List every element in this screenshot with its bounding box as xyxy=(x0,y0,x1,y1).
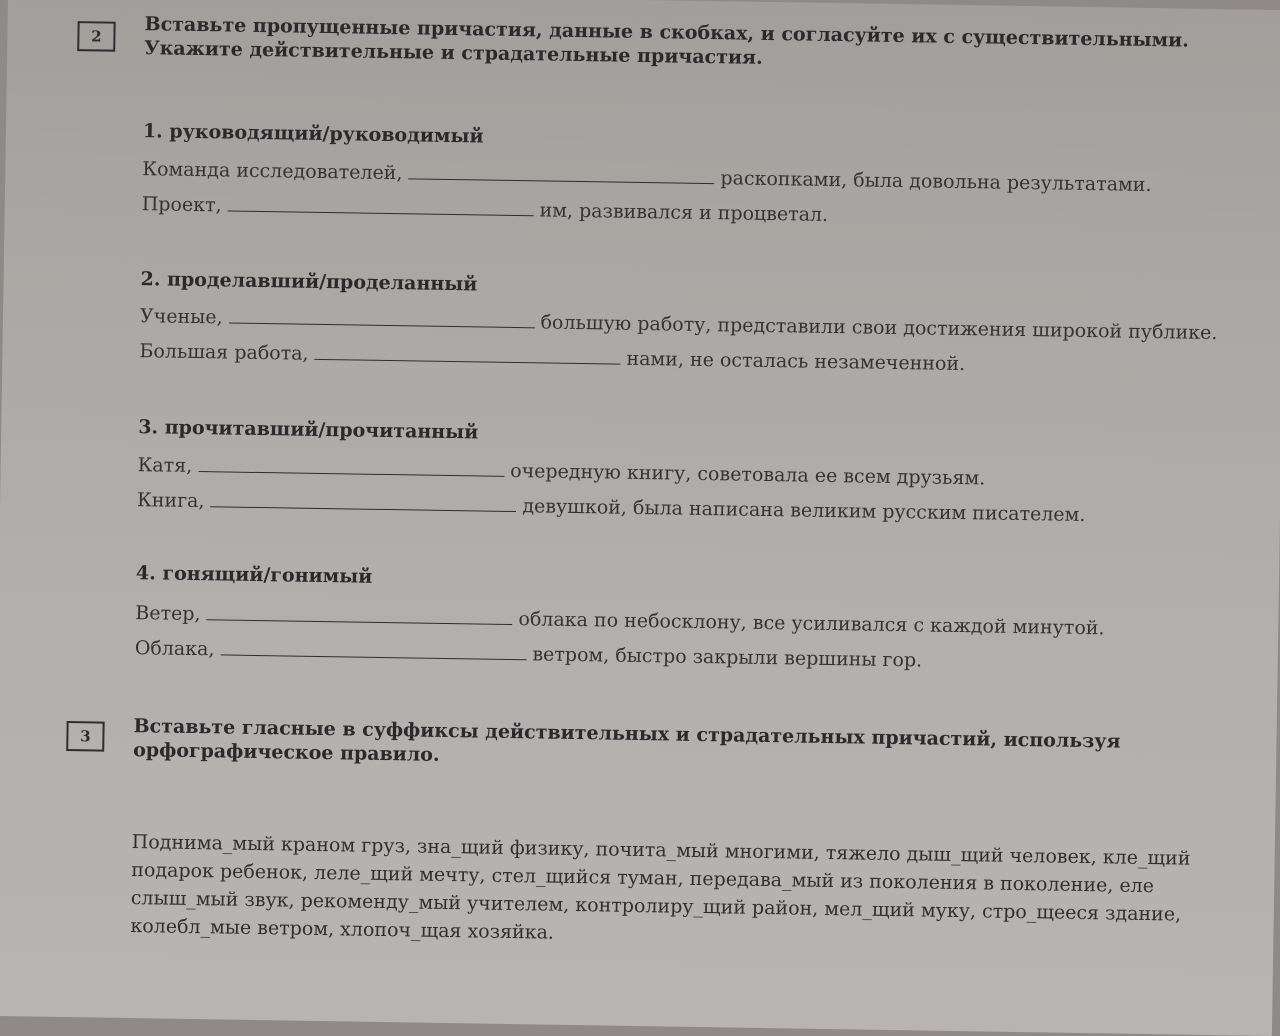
sentence-end: девушкой, была написана великим русским писателем. xyxy=(522,495,1086,526)
task-number-box xyxy=(77,21,115,52)
answer-blank[interactable] xyxy=(220,638,526,660)
sentence-line xyxy=(135,637,923,671)
sentence-line xyxy=(140,305,1218,344)
answer-blank[interactable] xyxy=(228,194,534,216)
sentence-end: им, развивался и процветал. xyxy=(539,199,829,226)
sentence-start: Облака, xyxy=(134,637,215,661)
task-number: 3 xyxy=(80,727,91,746)
sentence-end: раскопками, была довольна результатами. xyxy=(720,167,1152,196)
sentence-line xyxy=(139,340,965,375)
sentence-end: облака по небосклону, все усиливался с каждой минутой. xyxy=(518,608,1105,640)
task-number-box xyxy=(66,721,104,752)
sentence-line xyxy=(135,602,1105,639)
answer-blank[interactable] xyxy=(314,343,620,365)
sentence-start: Катя, xyxy=(137,454,193,477)
sentence-end: нами, не осталась незамеченной. xyxy=(626,347,966,376)
item-title: 4. гонящий/гонимый xyxy=(135,562,373,588)
sentence-start: Книга, xyxy=(136,489,205,513)
sentence-end: большую работу, представили свои достижения широкой публике. xyxy=(540,311,1218,345)
item-title: 1. руководящий/руководимый xyxy=(142,120,484,148)
sentence-line xyxy=(142,193,829,226)
sentence-line xyxy=(138,454,986,489)
sentence-start: Ветер, xyxy=(135,602,201,626)
task-heading: Вставьте пропущенные причастия, данные в скобках, и согласуйте их с существительными. Укажите действительные и страдательные причастия. xyxy=(144,13,1190,69)
answer-blank[interactable] xyxy=(229,307,535,329)
sentence-end: ветром, быстро закрыли вершины гор. xyxy=(532,643,923,672)
item-title: 3. прочитавший/прочитанный xyxy=(138,416,479,444)
exercise-text: Поднима_мый краном груз, зна_щий физику, почита_мый многими, тяжело дыш_щий человек, кле_щий подарок ребенок, леле_щий мечту, стел_щийся туман, передава_мый из поколения в поколение, еле слыш_мый звук, рекоменду_мый учителем, контролиру_щий район, мел_щий муку, стро_щееся здание, колебл_мые ветром, хлопоч_щая хозяйка. xyxy=(130,831,1191,944)
sentence-start: Проект, xyxy=(141,193,222,217)
answer-blank[interactable] xyxy=(198,455,504,477)
answer-blank[interactable] xyxy=(210,490,516,512)
task-heading: Вставьте гласные в суффиксы действительных и страдательных причастий, используя орфографическое правило. xyxy=(133,715,1121,766)
answer-blank[interactable] xyxy=(408,162,714,184)
sentence-start: Ученые, xyxy=(139,305,223,329)
item-title: 2. проделавший/проделанный xyxy=(140,268,478,296)
task-number: 2 xyxy=(91,27,102,46)
sentence-start: Большая работа, xyxy=(139,340,309,365)
sentence-start: Команда исследователей, xyxy=(142,158,403,185)
sentence-line xyxy=(142,158,1151,196)
answer-blank[interactable] xyxy=(206,603,512,625)
sentence-line xyxy=(137,489,1086,526)
sentence-end: очередную книгу, советовала ее всем друзьям. xyxy=(510,459,986,490)
